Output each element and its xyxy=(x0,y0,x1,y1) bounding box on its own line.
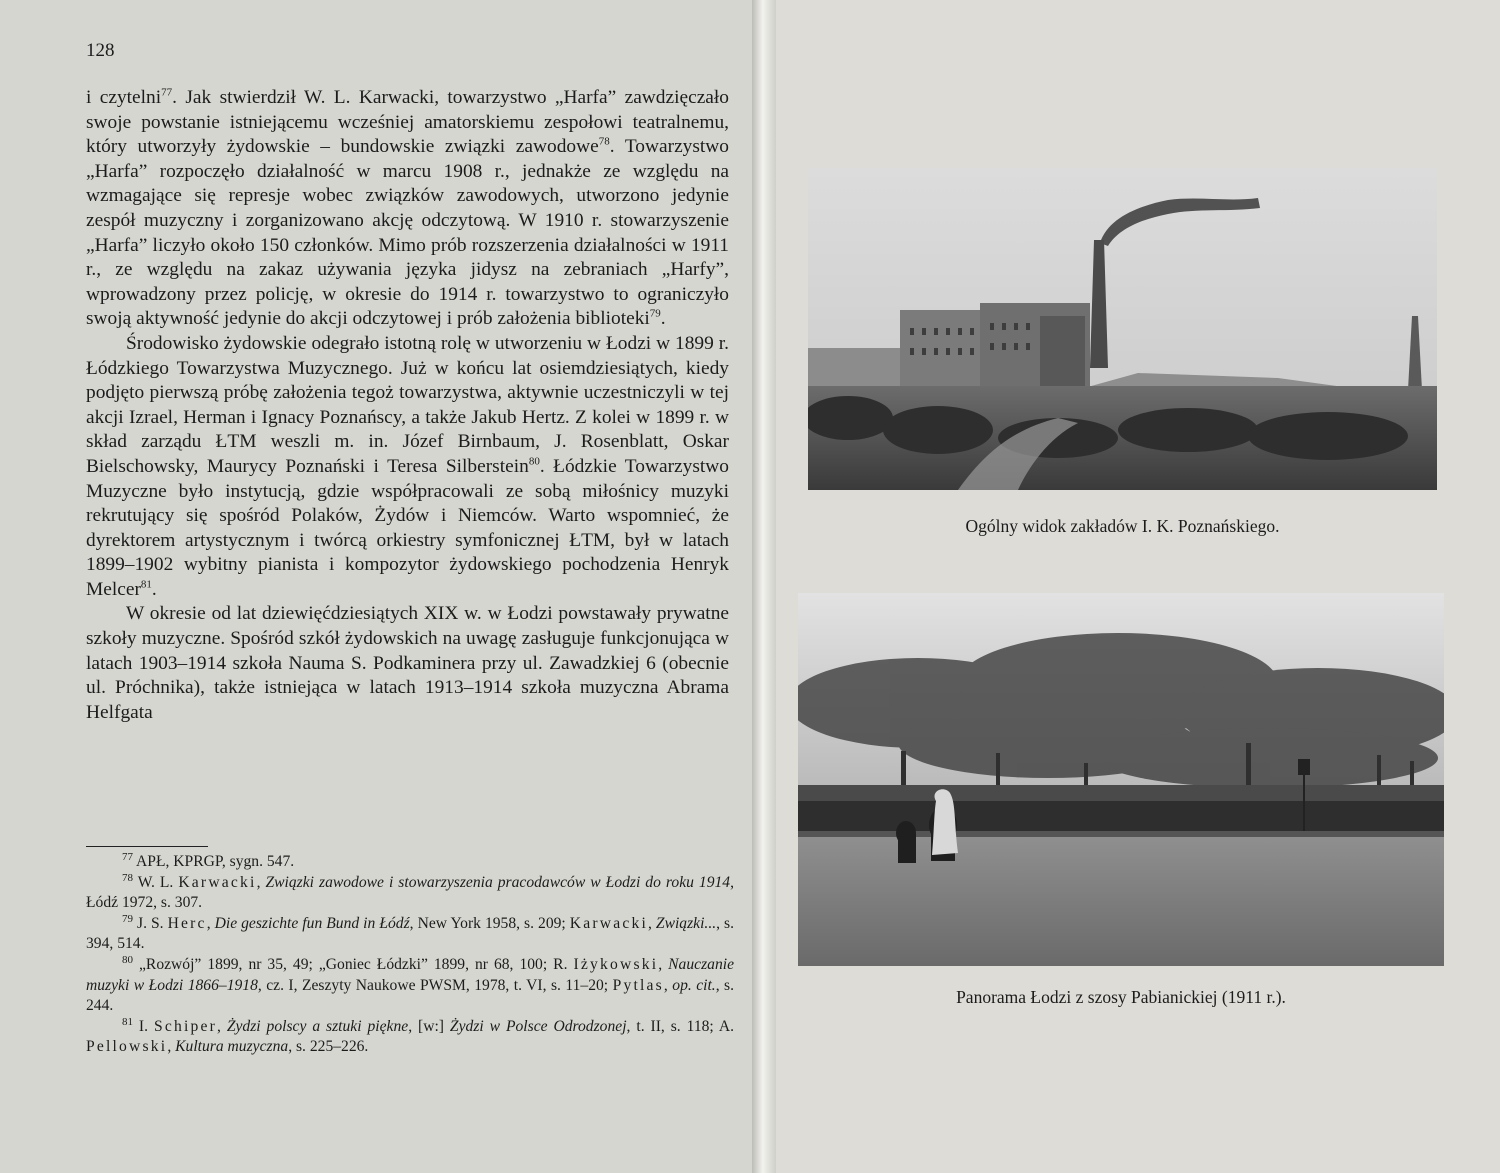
text-run: . xyxy=(151,578,157,600)
spaced-author: Pellowski xyxy=(86,1038,168,1056)
panorama-photo xyxy=(798,593,1444,966)
text-run: , xyxy=(167,1038,176,1056)
footnote-ref: 81 xyxy=(122,1015,133,1028)
text-run: , s. 394, 514. xyxy=(86,914,735,953)
footnote xyxy=(86,1017,734,1058)
footnote-ref: 77 xyxy=(161,86,173,99)
panorama-photo-caption: Panorama Łodzi z szosy Pabianickiej (1911 r.). xyxy=(956,987,1286,1007)
page-number: 128 xyxy=(86,40,115,61)
book-gutter xyxy=(752,0,776,1173)
text-run: , xyxy=(206,914,215,932)
footnote-ref: 78 xyxy=(122,871,133,884)
text-run: W. L. xyxy=(133,873,179,891)
footnote xyxy=(86,914,734,955)
footnote-ref: 80 xyxy=(122,953,133,966)
footnote-ref: 81 xyxy=(140,578,152,591)
text-run: , cz. I, Zeszyty Naukowe PWSM, 1978, t. VI, s. 11–20; xyxy=(257,976,613,994)
footnotes xyxy=(86,852,734,1058)
panorama-photo-image xyxy=(798,593,1444,966)
italic-text: Związki... xyxy=(655,914,717,932)
text-run: . xyxy=(660,308,666,330)
text-run: , xyxy=(663,976,673,994)
italic-text: Kultura muzyczna xyxy=(175,1038,289,1056)
text-run: i czytelni xyxy=(86,87,162,108)
text-run: , Łódź 1972, s. 307. xyxy=(86,873,735,912)
text-run: J. S. xyxy=(133,914,168,932)
factory-photo xyxy=(808,168,1437,490)
text-run: „Rozwój” 1899, nr 35, 49; „Goniec Łódzki” 1899, nr 68, 100; R. xyxy=(133,955,574,973)
text-run: . Towarzystwo „Harfa” rozpoczęło działalność w marcu 1908 r., jednakże ze względu na wzmagające się represje wobec związków zawodowych, utworzono jedynie zespół muzyczny i zorganizowano akcję odczytową. W 1910 r. stowarzyszenie „Harfa” liczyło około 150 członków. Mimo prób rozszerzenia działalności w 1911 r., ze względu na zakaz używania języka jidysz na zebraniach „Harfy”, wprowadzony przez policję, w okresie do 1914 r. towarzystwo to ograniczyło swoją aktywność jedynie do akcji odczytowej i prób założenia biblioteki xyxy=(86,136,730,330)
paragraph xyxy=(86,602,729,725)
footnote xyxy=(86,873,734,914)
text-run: , New York 1958, s. 209; xyxy=(409,914,570,932)
text-run: , s. 244. xyxy=(86,976,735,1015)
paragraph xyxy=(86,86,729,332)
text-run: , [w:] xyxy=(408,1017,450,1035)
footnote-ref: 77 xyxy=(122,850,133,863)
footnote-divider xyxy=(86,846,208,847)
text-run: , t. II, s. 118; A. xyxy=(626,1017,734,1035)
text-run: W okresie od lat dziewięćdziesiątych XIX w. w Łodzi powstawały prywatne szkoły muzyczne. Spośród szkół żydowskich na uwagę zasługuje funkcjonująca w latach 1903–1914 szkoła Nauma S. Podkaminera przy ul. Zawadzkiej 6 (obecnie ul. Próchnika), także istniejąca w latach 1913–1914 szkoła muzyczna Abrama Helfgata xyxy=(86,603,729,723)
text-run: . Łódzkie Towarzystwo Muzyczne było instytucją, gdzie współpracowali ze sobą miłośnicy muzyki rekrutujący się spośród Polaków, Żydów i Niemców. Warto wspomnieć, że dyrektorem artystycznym i twórcą orkiestry symfonicznej ŁTM, był w latach 1899–1902 wybitny pianista i kompozytor żydowskiego pochodzenia Henryk Melcer xyxy=(86,455,729,600)
footnote-ref: 78 xyxy=(598,135,610,148)
italic-text: Die geszichte fun Bund in Łódź xyxy=(214,914,410,932)
factory-photo-image xyxy=(808,168,1437,490)
spaced-author: Karwacki xyxy=(178,873,257,891)
spaced-author: Schiper xyxy=(153,1017,217,1035)
text-run: , xyxy=(256,873,266,891)
text-run: , xyxy=(647,914,656,932)
footnote-ref: 80 xyxy=(528,455,540,468)
spaced-author: Karwacki xyxy=(569,914,648,932)
spaced-author: Iżykowski xyxy=(573,955,659,973)
factory-photo-caption: Ogólny widok zakładów I. K. Poznańskiego. xyxy=(965,516,1280,536)
text-run: , xyxy=(217,1017,227,1035)
text-run: , s. 225–226. xyxy=(288,1038,369,1056)
text-run: Środowisko żydowskie odegrało istotną rolę w utworzeniu w Łodzi w 1899 r. Łódzkiego Towarzystwa Muzycznego. Już w końcu lat osiemdziesiątych, kiedy podjęto pierwszą próbę założenia tegoż towarzystwa, aktywnie uczestniczyli w tej akcji Izrael, Herman i Ignacy Poznańscy, a także Jakub Hertz. Z kolei w 1899 r. w skład zarządu ŁTM weszli m. in. Józef Birnbaum, J. Rosenblatt, Oskar Bielschowsky, Maurycy Poznański i Teresa Silberstein xyxy=(86,332,729,477)
paragraph xyxy=(86,332,729,603)
text-run: APŁ, KPRGP, sygn. 547. xyxy=(133,853,295,870)
footnote-ref: 79 xyxy=(122,912,133,925)
text-run: I. xyxy=(133,1017,154,1035)
text-run: . Jak stwierdził W. L. Karwacki, towarzystwo „Harfa” zawdzięczało swoje powstanie istniejącemu wcześniej amatorskiemu zespołowi teatralnemu, który utworzyły żydowskie – bundowskie związki zawodowe xyxy=(86,87,729,158)
footnote xyxy=(86,852,734,873)
italic-text: Żydzi w Polsce Odrodzonej xyxy=(449,1017,627,1035)
footnote-ref: 79 xyxy=(649,307,661,320)
footnote xyxy=(86,955,734,1017)
text-run: , xyxy=(658,955,669,973)
italic-text: op. cit. xyxy=(672,976,716,994)
spaced-author: Herc xyxy=(167,914,207,932)
italic-text: Związki zawodowe i stowarzyszenia pracodawców w Łodzi do roku 1914 xyxy=(265,873,731,891)
body-text xyxy=(86,86,729,725)
spaced-author: Pytlas xyxy=(612,976,664,994)
italic-text: Żydzi polscy a sztuki piękne xyxy=(226,1017,409,1035)
italic-text: Nauczanie muzyki w Łodzi 1866–1918 xyxy=(86,955,734,994)
